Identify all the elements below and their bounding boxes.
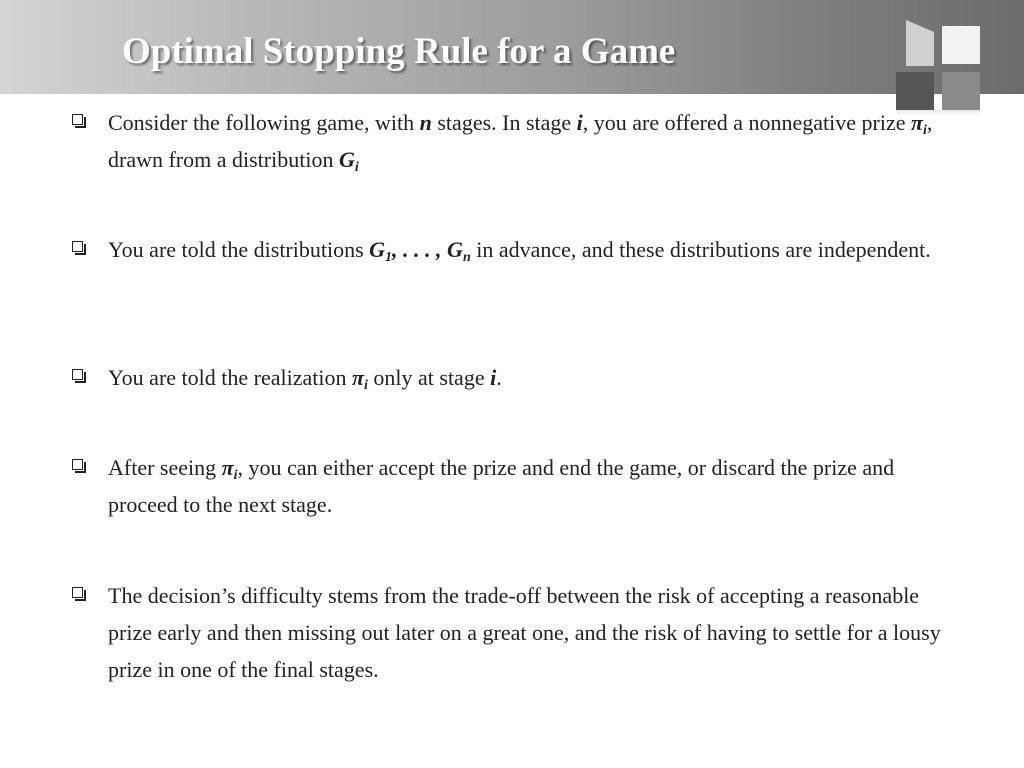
logo-block-white [942,26,980,64]
checkbox-bullet-icon [72,114,83,125]
checkbox-bullet-icon [72,369,83,380]
checkbox-bullet-icon [72,241,83,252]
slide-title: Optimal Stopping Rule for a Game [122,31,676,72]
bullet-text: You are told the distributions $G_1$, . . . , $G_n$ in advance, and these distributions are independent. [108,237,931,265]
checkbox-bullet-icon [72,587,83,598]
checkbox-bullet-icon [72,459,83,470]
title-bar [0,0,1024,94]
logo-block-slanted [906,20,934,66]
bullet-text: You are told the realization $\pi_i$ only at stage i. [108,365,502,393]
bullet-text: After seeing $\pi_i$, you can either accept the prize and end the game, or discard the prize and proceed to the next stage. [108,455,895,517]
bullet-text: Consider the following game, with n stages. In stage i, you are offered a nonnegative prize $\pi_i$, drawn from a distribution $G_i$ [108,110,933,175]
bullet-text: The decision’s difficulty stems from the trade-off between the risk of accepting a reasonable prize early and then missing out later on a great one, and the risk of having to settle for a lousy prize in one of the final stages. [108,583,941,682]
square-blocks-logo [886,18,996,116]
